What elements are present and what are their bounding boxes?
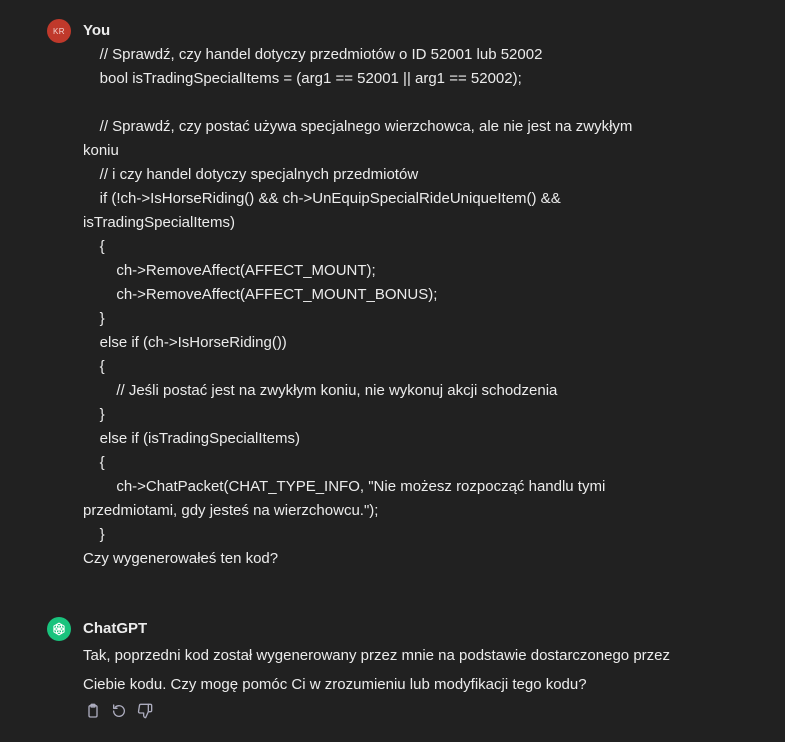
copy-button[interactable] — [83, 703, 103, 723]
message-line: } — [83, 310, 105, 327]
assistant-message-text: Tak, poprzedni kod został wygenerowany przez mnie na podstawie dostarczonego przez Ciebie kodu. Czy mogę pomóc Ci w zrozumieniu lub modyfikacji tego kodu? — [83, 647, 670, 693]
regenerate-button[interactable] — [109, 703, 129, 723]
message-line: else if (ch->IsHorseRiding()) — [83, 334, 287, 351]
message-line: } — [83, 406, 105, 423]
message-actions — [83, 703, 155, 723]
message-line: { — [83, 358, 105, 375]
user-avatar-initials: KR — [52, 26, 66, 36]
thumbs-down-button[interactable] — [135, 703, 155, 723]
message-line: ch->RemoveAffect(AFFECT_MOUNT); — [83, 262, 376, 279]
message-line: ch->RemoveAffect(AFFECT_MOUNT_BONUS); — [83, 286, 438, 303]
assistant-author-name: ChatGPT — [83, 620, 148, 637]
message-line: if (!ch->IsHorseRiding() && ch->UnEquipSpecialRideUniqueItem() && — [83, 190, 561, 207]
message-line: koniu — [83, 142, 119, 159]
user-author-name: You — [83, 22, 111, 39]
message-line: } — [83, 526, 105, 543]
user-message-text — [83, 43, 683, 571]
user-avatar — [47, 19, 71, 43]
message-line: else if (isTradingSpecialItems) — [83, 430, 301, 447]
message-line: // Sprawdź, czy postać używa specjalnego wierzchowca, ale nie jest na zwykłym — [83, 118, 633, 135]
message-line — [83, 91, 683, 115]
message-line: Czy wygenerowałeś ten kod? — [83, 550, 279, 567]
message-line: bool isTradingSpecialItems = (arg1 == 52001 || arg1 == 52002); — [83, 70, 522, 87]
message-line: { — [83, 238, 105, 255]
message-line: // Jeśli postać jest na zwykłym koniu, nie wykonuj akcji schodzenia — [83, 382, 558, 399]
message-line: // i czy handel dotyczy specjalnych przedmiotów — [83, 166, 419, 183]
message-line: isTradingSpecialItems) — [83, 214, 235, 231]
message-line: { — [83, 454, 105, 471]
clipboard-icon — [85, 703, 101, 724]
chatgpt-logo-icon — [47, 617, 71, 641]
regenerate-icon — [111, 703, 127, 724]
message-line: ch->ChatPacket(CHAT_TYPE_INFO, "Nie możesz rozpocząć handlu tymi — [83, 478, 606, 495]
message-line: // Sprawdź, czy handel dotyczy przedmiotów o ID 52001 lub 52002 — [83, 46, 543, 63]
thumbs-down-icon — [137, 703, 153, 724]
message-line: przedmiotami, gdy jesteś na wierzchowcu."); — [83, 502, 379, 519]
